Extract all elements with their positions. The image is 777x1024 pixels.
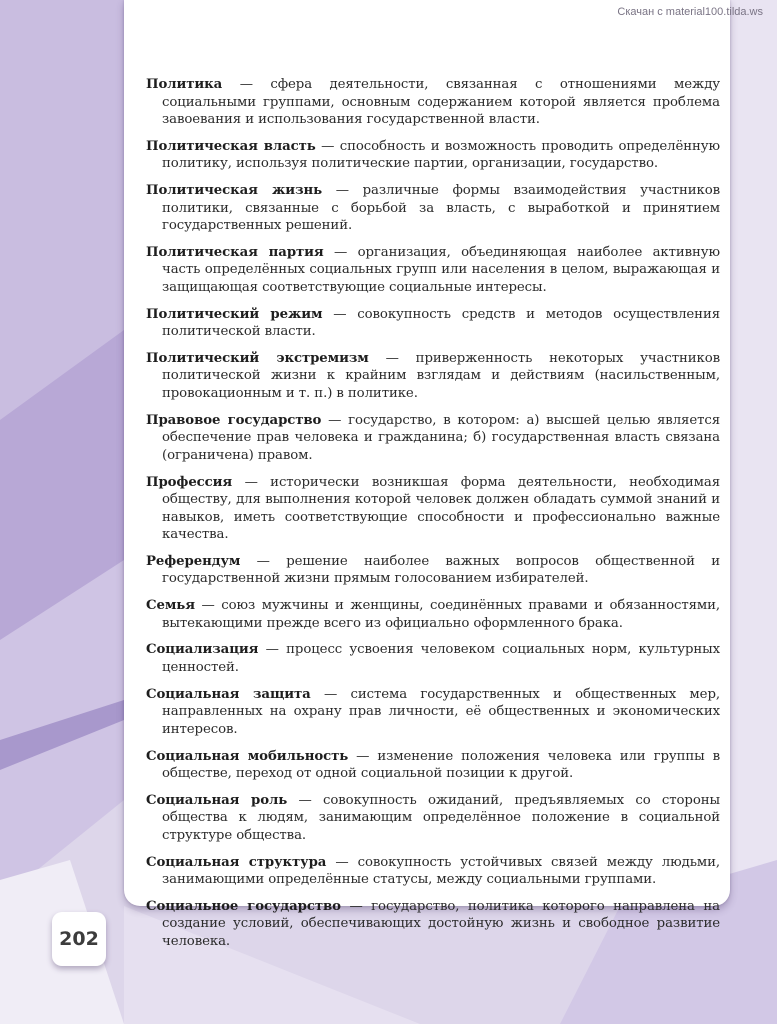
glossary-entry	[146, 854, 720, 889]
glossary-term: Политический режим	[146, 306, 323, 322]
glossary-definition: — союз мужчины и женщины, соединённых правами и обязанностями, вытекающими прежде всего из официально оформленного брака.	[162, 598, 720, 631]
glossary-term: Политический экстремизм	[146, 350, 369, 366]
page-number: 202	[59, 928, 99, 950]
glossary-definition: — сфера деятельности, связанная с отношениями между социальными группами, основным содержанием которой является проблема завоевания и использования государственной власти.	[162, 77, 720, 127]
glossary-list	[146, 76, 720, 960]
page-number-badge	[52, 912, 106, 966]
glossary-entry	[146, 792, 720, 845]
glossary-term: Политическая жизнь	[146, 183, 323, 199]
glossary-definition: — государство, в котором: а) высшей целью является обеспечение прав человека и гражданина; б) государственная власть связана (ограничена) правом.	[162, 412, 720, 463]
glossary-definition: — совокупность устойчивых связей между людьми, занимающими определённые статусы, между социальными группами.	[162, 854, 720, 888]
glossary-term: Социализация	[146, 642, 259, 658]
glossary-definition: — различные формы взаимодействия участников политики, связанные с борьбой за власть, с выработкой и принятием государственных решений.	[162, 183, 720, 234]
glossary-entry	[146, 597, 720, 632]
glossary-entry	[146, 553, 720, 588]
glossary-definition: — совокупность средств и методов осуществления политической власти.	[162, 306, 720, 340]
glossary-entry	[146, 412, 720, 465]
glossary-entry	[146, 748, 720, 783]
glossary-entry	[146, 306, 720, 341]
glossary-definition: — способность и возможность проводить определённую политику, используя политические партии, организации, государство.	[162, 138, 720, 172]
glossary-definition: — организация, объединяющая наиболее активную часть определённых социальных групп или населения в целом, выражающая и защищающая соответствующие социальные интересы.	[162, 244, 720, 295]
glossary-definition: — система государственных и общественных мер, направленных на охрану прав личности, её общественных и экономических интересов.	[162, 686, 720, 737]
glossary-term: Социальное государство	[146, 898, 341, 914]
glossary-term: Правовое государство	[146, 412, 322, 428]
glossary-entry	[146, 641, 720, 676]
glossary-term: Референдум	[146, 553, 241, 569]
glossary-entry	[146, 138, 720, 173]
glossary-entry	[146, 898, 720, 951]
glossary-term: Семья	[146, 598, 195, 614]
glossary-term: Профессия	[146, 474, 233, 490]
glossary-definition: — изменение положения человека или группы в обществе, переход от одной социальной позиции к другой.	[162, 748, 720, 782]
glossary-definition: — исторически возникшая форма деятельности, необходимая обществу, для выполнения которой человек должен обладать суммой знаний и навыков, иметь соответствующие способности и профессионально важные качества.	[162, 474, 720, 543]
glossary-term: Политическая партия	[146, 244, 324, 260]
glossary-entry	[146, 244, 720, 297]
glossary-entry	[146, 182, 720, 235]
glossary-term: Социальная защита	[146, 686, 311, 702]
glossary-entry	[146, 474, 720, 544]
glossary-term: Социальная структура	[146, 854, 327, 870]
glossary-entry	[146, 686, 720, 739]
glossary-definition: — приверженность некоторых участников политической жизни к крайним взглядам и действиям (насильственным, провокационным и т. п.) в политике.	[162, 350, 720, 401]
glossary-term: Политика	[146, 77, 223, 92]
glossary-term: Социальная роль	[146, 792, 288, 808]
glossary-entry	[146, 350, 720, 403]
glossary-entry	[146, 76, 720, 129]
glossary-term: Политическая власть	[146, 138, 316, 154]
glossary-definition: — совокупность ожиданий, предъявляемых со стороны общества к людям, занимающим определённое положение в социальной структуре общества.	[162, 792, 720, 843]
glossary-definition: — процесс усвоения человеком социальных норм, культурных ценностей.	[162, 642, 720, 675]
glossary-term: Социальная мобильность	[146, 748, 349, 764]
glossary-definition: — решение наиболее важных вопросов общественной и государственной жизни прямым голосованием избирателей.	[162, 553, 720, 587]
watermark-text: Скачан с material100.tilda.ws	[617, 6, 763, 18]
glossary-definition: — государство, политика которого направлена на создание условий, обеспечивающих достойную жизнь и свободное развитие человека.	[162, 898, 720, 949]
